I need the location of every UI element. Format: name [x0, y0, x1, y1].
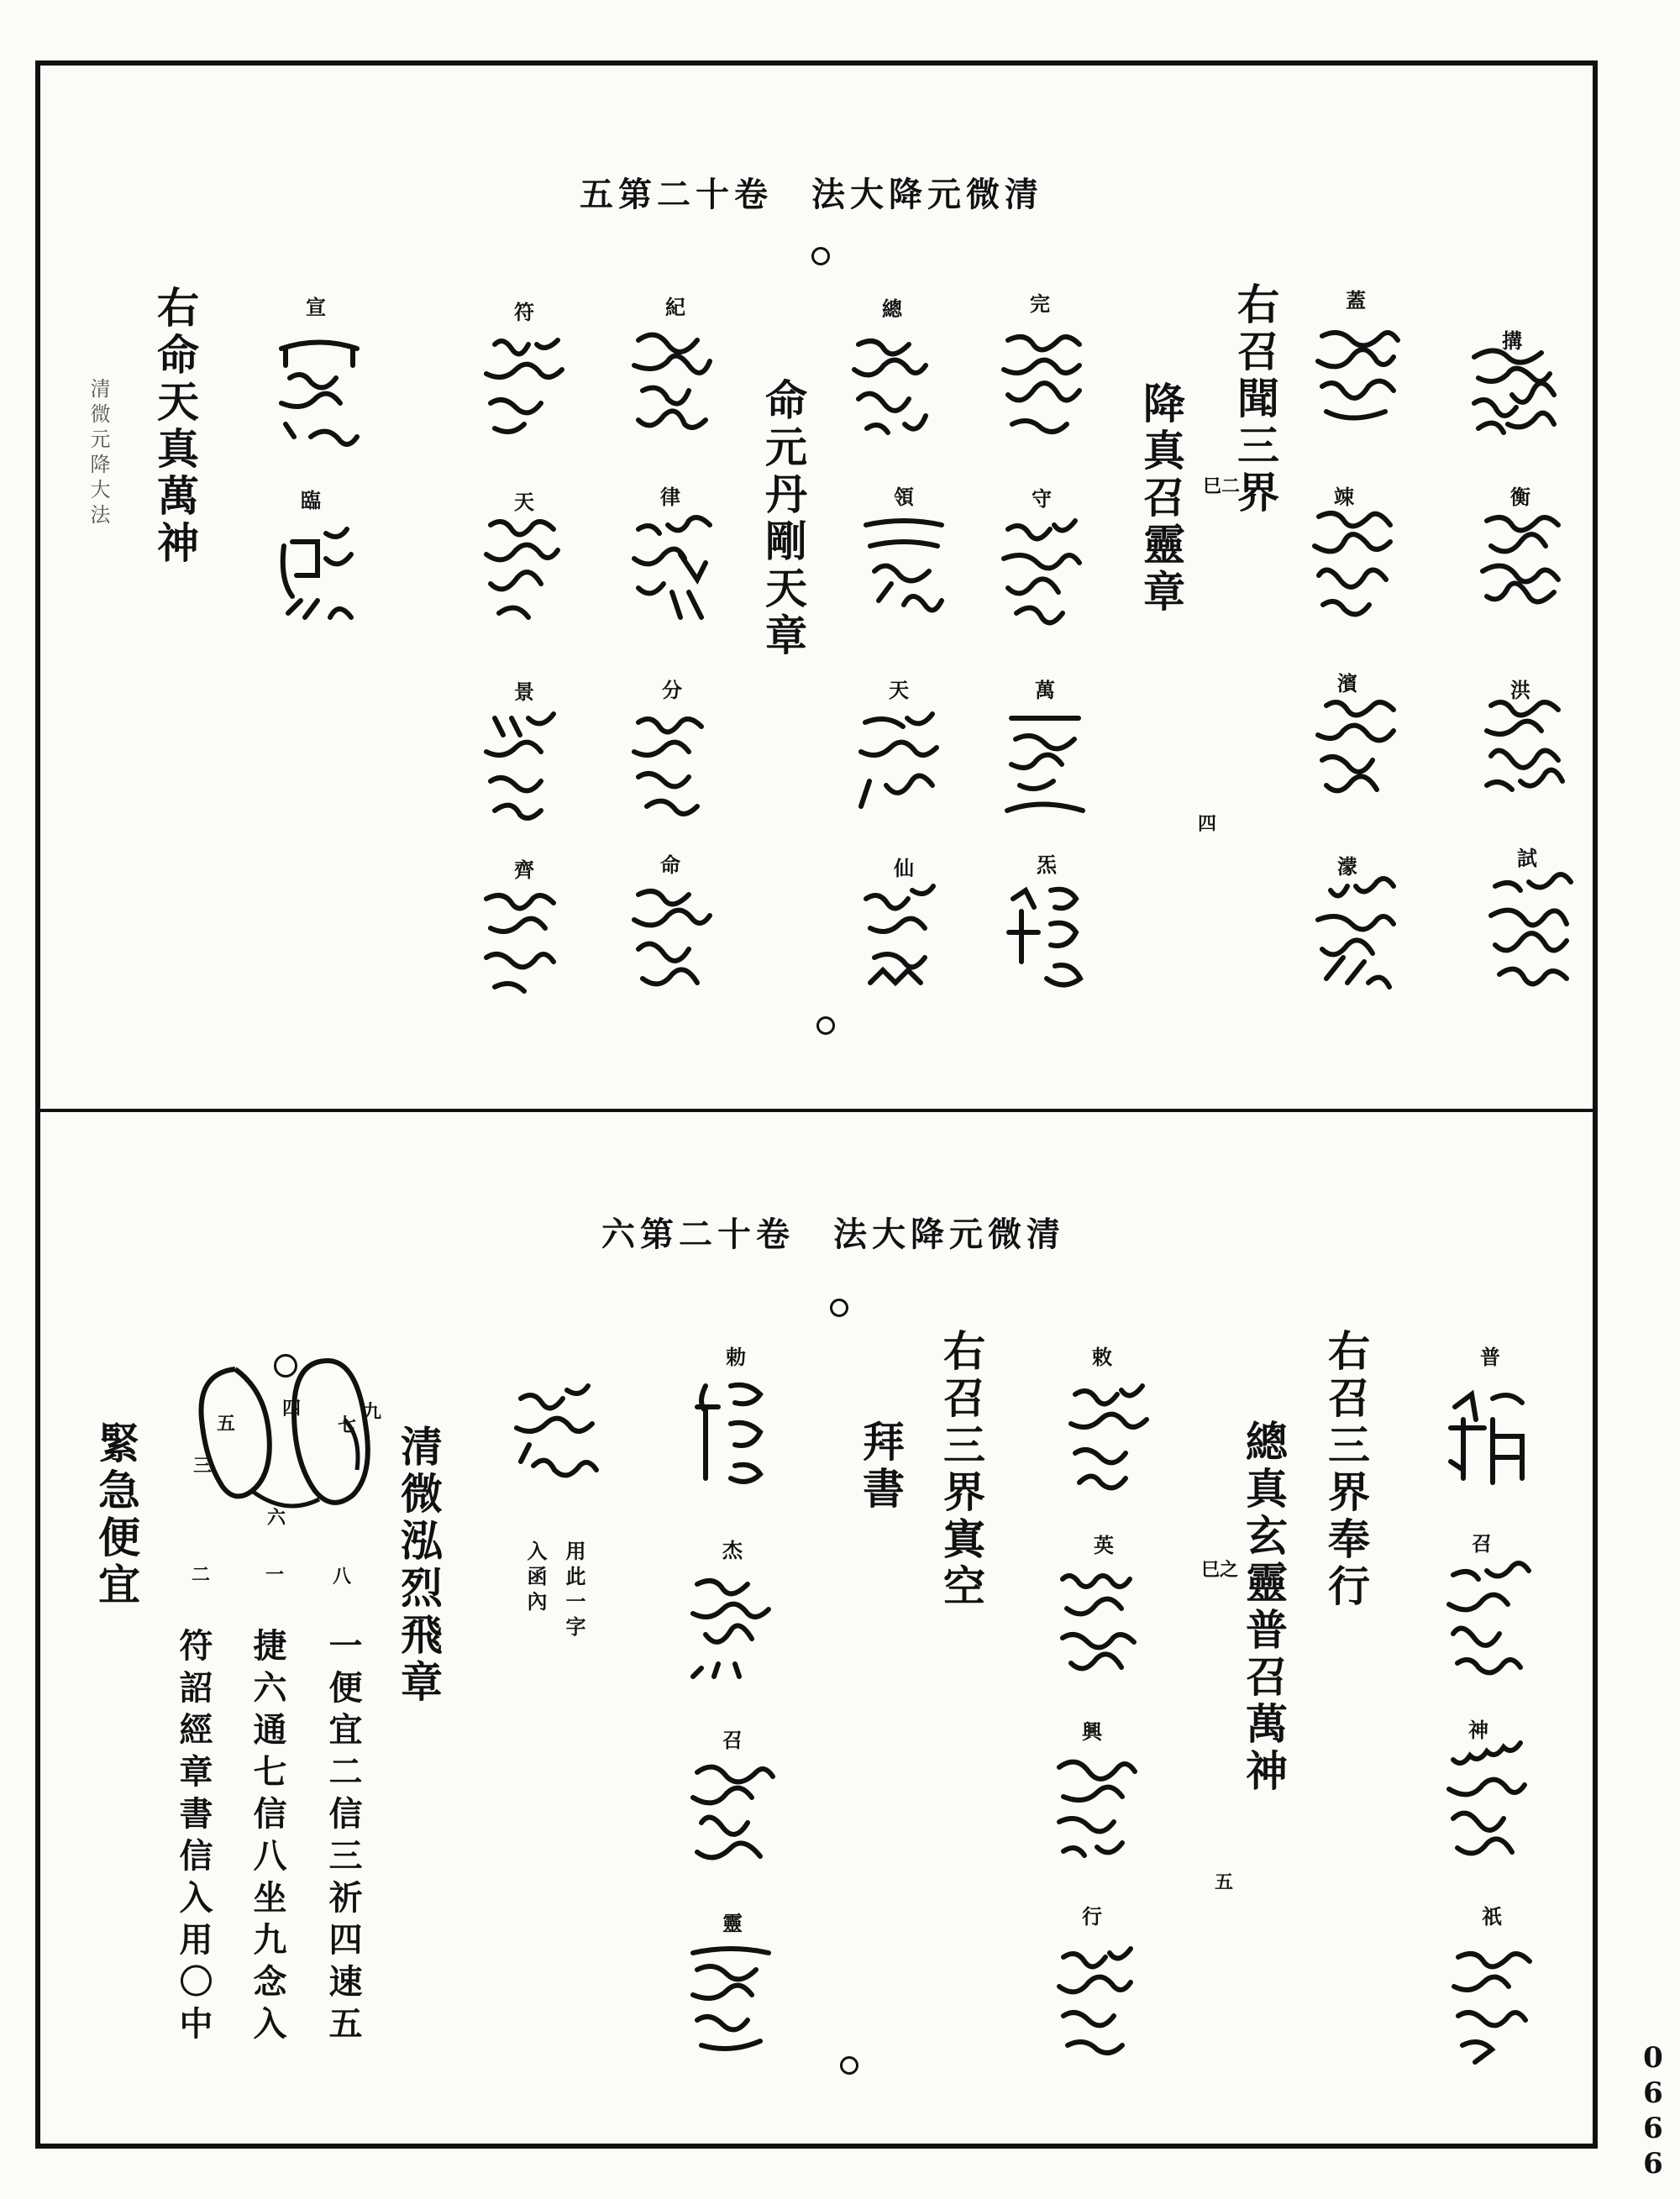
talisman-gloss: 神: [1468, 1718, 1488, 1742]
loop-diagram: [185, 1344, 412, 1613]
talisman-gloss: 杰: [722, 1538, 743, 1562]
talisman-gloss: 萬: [1035, 678, 1055, 702]
seal-glyph: [1058, 1361, 1159, 1504]
seal-glyph: [474, 689, 575, 832]
top-column-3: 命元丹剛天章: [759, 378, 808, 660]
seal-glyph: [853, 496, 954, 638]
seal-glyph: [1462, 311, 1562, 454]
figure-number: 三: [193, 1455, 213, 1477]
seal-glyph: [1047, 1923, 1147, 2066]
bottom-note-2: 五: [1215, 1871, 1234, 1893]
ring-mark: [811, 247, 830, 265]
talisman-gloss: 勅: [726, 1345, 746, 1369]
seal-glyph: [1470, 487, 1571, 630]
talisman-gloss: 召: [1472, 1531, 1492, 1556]
bottom-row-2: 捷六通七信八坐九念入: [248, 1628, 287, 2048]
bottom-column-4: 拜書: [856, 1420, 906, 1514]
talisman-gloss: 守: [1032, 486, 1052, 511]
seal-glyph: [1047, 1734, 1147, 1876]
talisman-gloss: 濛: [1337, 854, 1357, 879]
talisman-gloss: 命: [660, 853, 680, 877]
seal-glyph: [680, 1361, 781, 1504]
talisman-gloss: 領: [894, 485, 914, 509]
talisman-gloss: 完: [1030, 291, 1050, 316]
page-number: 0666: [1636, 2041, 1670, 2182]
small-note-1: 用此一字: [562, 1540, 586, 1641]
seal-glyph: [622, 689, 722, 832]
bottom-header: 六第二十卷 法大降元微清: [601, 1215, 1065, 1254]
seal-glyph: [1438, 1369, 1539, 1512]
seal-glyph: [622, 311, 722, 454]
seal-glyph: [848, 689, 949, 832]
top-column-1: 右召聞三界: [1231, 282, 1280, 517]
seal-glyph: [1302, 487, 1403, 630]
talisman-gloss: 靈: [722, 1911, 743, 1935]
bottom-column-5: 清微泓烈飛章: [394, 1425, 444, 1707]
talisman-gloss: 總: [882, 297, 902, 321]
seal-glyph: [995, 689, 1095, 832]
figure-number: 九: [363, 1401, 382, 1423]
figure-number: 一: [265, 1564, 285, 1586]
figure-number: 六: [267, 1507, 286, 1529]
bottom-column-6: 緊急便宜: [92, 1421, 141, 1609]
talisman-gloss: 洪: [1510, 678, 1530, 702]
seal-glyph: [1478, 857, 1579, 1000]
seal-glyph: [1305, 865, 1406, 1008]
talisman-gloss: 景: [514, 680, 534, 704]
bottom-column-3: 右召三界寘空: [937, 1329, 986, 1611]
ring-mark: [816, 1016, 835, 1035]
seal-glyph: [269, 319, 370, 462]
ring-mark: [840, 2056, 858, 2075]
talisman-gloss: 搆: [1502, 328, 1522, 353]
seal-glyph: [504, 1361, 605, 1504]
top-header: 五第二十卷 法大降元微清: [580, 175, 1043, 214]
seal-glyph: [474, 311, 575, 454]
seal-glyph: [474, 865, 575, 1008]
bottom-column-2: 總真玄靈普召萬神: [1239, 1420, 1289, 1796]
seal-glyph: [680, 1551, 781, 1693]
seal-glyph: [1305, 302, 1406, 445]
small-note-2: 入函內: [523, 1540, 548, 1616]
seal-glyph: [267, 504, 368, 647]
talisman-gloss: 興: [1082, 1719, 1102, 1744]
figure-number: 四: [282, 1398, 302, 1420]
seal-glyph: [853, 865, 954, 1008]
figure-number: 五: [217, 1413, 236, 1435]
top-column-4: 右命天真萬神: [150, 286, 200, 568]
bottom-row-1: 一便宜二信三祈四速五: [323, 1628, 363, 2048]
figure-number: 七: [338, 1414, 357, 1436]
talisman-gloss: 普: [1480, 1345, 1500, 1369]
talisman-gloss: 齊: [514, 858, 534, 882]
talisman-gloss: 衡: [1510, 485, 1530, 509]
seal-glyph: [991, 496, 1092, 638]
seal-glyph: [1470, 672, 1571, 815]
talisman-gloss: 敕: [1092, 1345, 1112, 1369]
seal-glyph: [991, 311, 1092, 454]
talisman-gloss: 試: [1517, 846, 1537, 870]
seal-glyph: [680, 1739, 781, 1881]
talisman-gloss: 召: [722, 1728, 743, 1752]
talisman-gloss: 宣: [306, 295, 326, 319]
talisman-gloss: 仙: [894, 856, 914, 880]
talisman-gloss: 行: [1082, 1904, 1102, 1929]
figure-number: 二: [192, 1564, 211, 1586]
top-note-1: 巳二: [1203, 475, 1241, 497]
seal-glyph: [1436, 1730, 1537, 1873]
talisman-gloss: 律: [660, 485, 680, 509]
talisman-gloss: 濱: [1337, 671, 1357, 695]
bottom-note-1: 巳之: [1201, 1559, 1239, 1581]
talisman-gloss: 英: [1094, 1533, 1114, 1557]
talisman-gloss: 天: [514, 490, 534, 514]
talisman-gloss: 符: [514, 300, 534, 324]
seal-glyph: [680, 1923, 781, 2066]
seal-glyph: [1305, 672, 1406, 815]
talisman-gloss: 臨: [301, 488, 321, 512]
talisman-gloss: 分: [662, 678, 682, 702]
bottom-row-3: 符詔經章書信入用〇中: [174, 1628, 213, 2048]
top-note-2: 四: [1198, 813, 1217, 835]
talisman-gloss: 炁: [1037, 853, 1057, 877]
top-column-2: 降真召靈章: [1137, 381, 1186, 617]
ring-mark: [830, 1299, 848, 1317]
bottom-column-1: 右召三界奉行: [1321, 1329, 1371, 1611]
seal-glyph: [474, 496, 575, 638]
seal-glyph: [622, 865, 722, 1008]
talisman-gloss: 天: [889, 678, 909, 702]
seal-glyph: [1441, 1923, 1542, 2066]
talisman-gloss: 紀: [665, 295, 685, 319]
talisman-gloss: 蓋: [1346, 288, 1366, 312]
talisman-gloss: 竦: [1334, 485, 1354, 509]
panel-divider: [35, 1109, 1598, 1112]
seal-glyph: [1050, 1546, 1151, 1688]
seal-glyph: [622, 496, 722, 638]
figure-number: 八: [333, 1566, 352, 1588]
faint-side-text: 清微元降大法: [87, 378, 110, 529]
talisman-gloss: 祇: [1482, 1904, 1502, 1929]
seal-glyph: [842, 311, 942, 454]
seal-glyph: [996, 865, 1097, 1008]
seal-glyph: [1436, 1546, 1537, 1688]
